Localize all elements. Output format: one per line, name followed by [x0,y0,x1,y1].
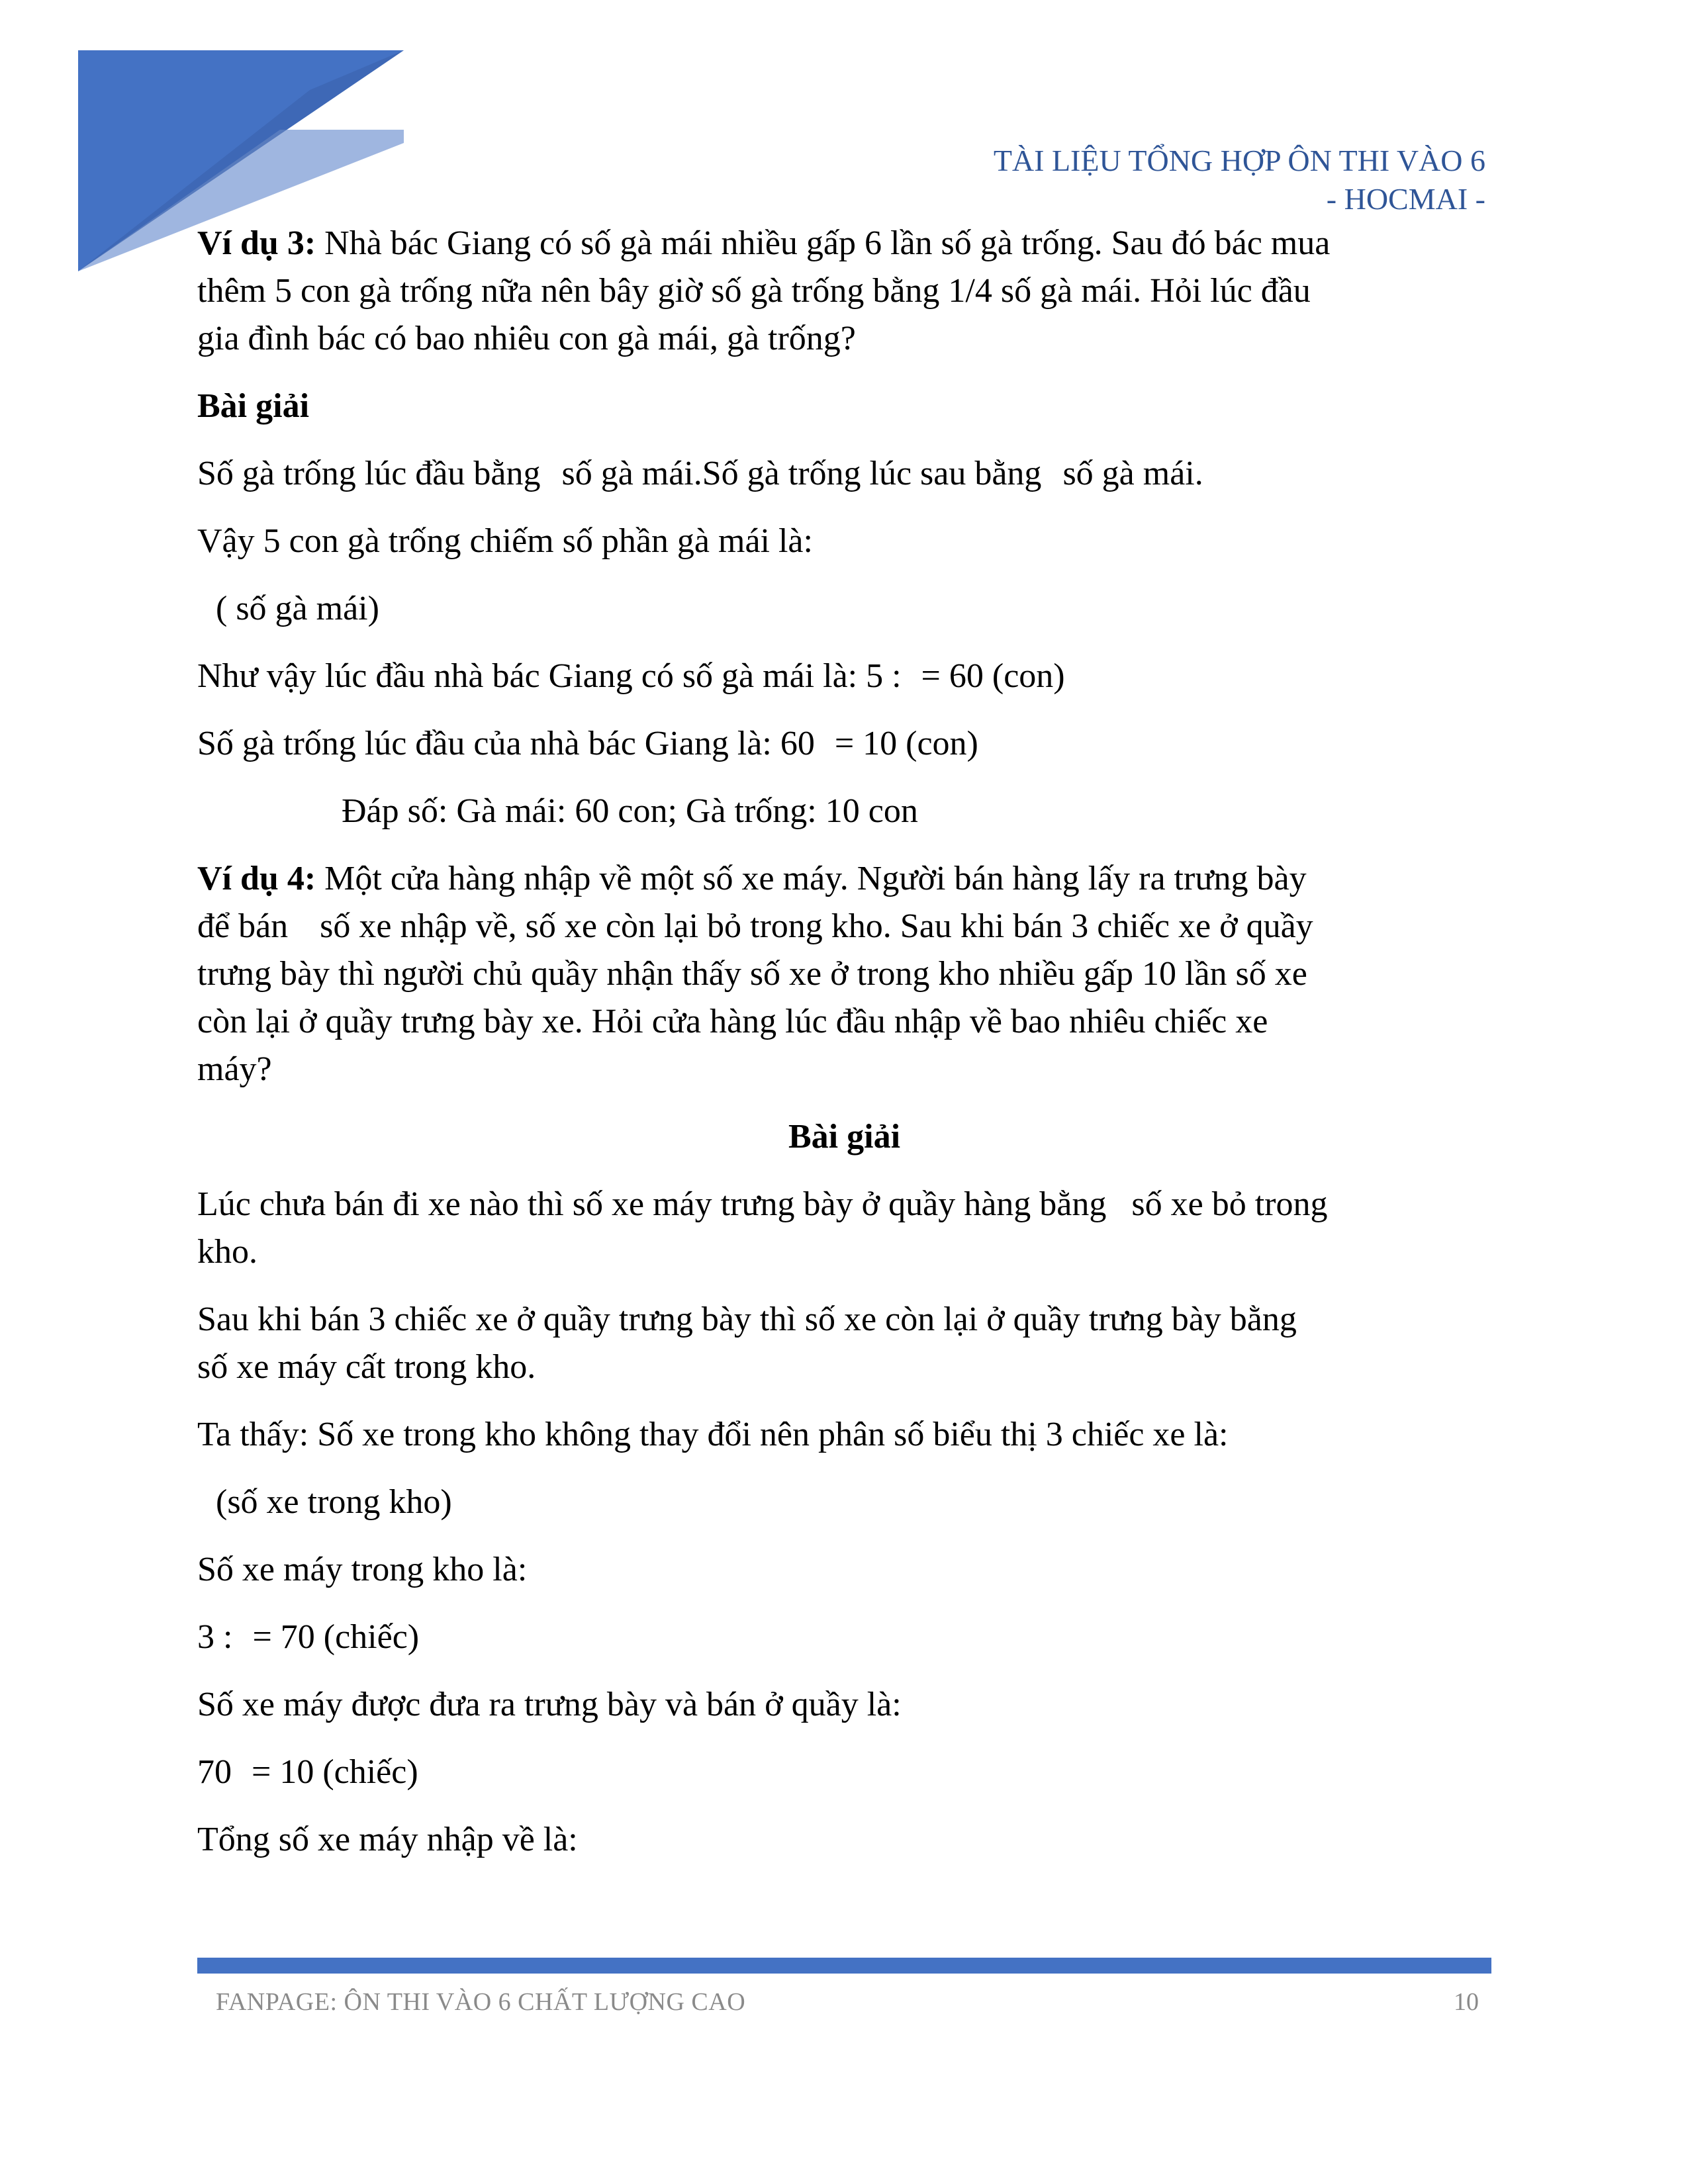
ex3-line-5: Số gà trống lúc đầu của nhà bác Giang là: 60 = 10 (con) [197,725,978,762]
ex3-line-1: Số gà trống lúc đầu bằng số gà mái.Số gà trống lúc sau bằng số gà mái. [197,455,1203,492]
ex4-line-2: Sau khi bán 3 chiếc xe ở quầy trưng bày thì số xe còn lại ở quầy trưng bày bằng số xe máy cất trong kho. [197,1300,1297,1386]
example-3-solution-title: Bài giải [197,387,310,425]
ex4-line-1: Lúc chưa bán đi xe nào thì số xe máy trưng bày ở quầy hàng bằng số xe bỏ trong kho. [197,1185,1328,1271]
ex3-line-3: ( số gà mái) [216,590,379,627]
document-body [197,220,1491,1864]
example-3-problem: Ví dụ 3: Nhà bác Giang có số gà mái nhiều gấp 6 lần số gà trống. Sau đó bác mua thêm 5 con gà trống nữa nên bây giờ số gà trống bằng 1/4 số gà mái. Hỏi lúc đầu gia đình bác có bao nhiêu con gà mái, gà trống? [197,224,1331,357]
ex4-line-4: (số xe trong kho) [216,1483,452,1521]
page-number: 10 [1454,1988,1479,2016]
ex3-answer: Đáp số: Gà mái: 60 con; Gà trống: 10 con [342,792,918,830]
ex3-line-4: Như vậy lúc đầu nhà bác Giang có số gà mái là: 5 : = 60 (con) [197,657,1065,695]
ex4-line-6: 3 : = 70 (chiếc) [197,1618,420,1656]
ex4-line-7: Số xe máy được đưa ra trưng bày và bán ở quầy là: [197,1686,902,1723]
ex4-line-5: Số xe máy trong kho là: [197,1551,528,1588]
document-header [994,142,1485,218]
footer-divider [197,1958,1491,1974]
ex3-line-2: Vậy 5 con gà trống chiếm số phần gà mái là: [197,522,813,560]
example-4-label: Ví dụ 4: [197,860,316,897]
header-title: TÀI LIỆU TỔNG HỢP ÔN THI VÀO 6 [993,144,1485,177]
footer-fanpage: FANPAGE: ÔN THI VÀO 6 CHẤT LƯỢNG CAO [216,1988,746,2016]
ex4-line-8: 70 = 10 (chiếc) [197,1753,418,1791]
ex4-line-3: Ta thấy: Số xe trong kho không thay đổi nên phân số biểu thị 3 chiếc xe là: [197,1416,1229,1453]
header-subtitle: - HOCMAI - [1326,182,1485,216]
example-4-solution-title: Bài giải [788,1118,901,1156]
example-3-label: Ví dụ 3: [197,224,316,262]
ex4-line-9: Tổng số xe máy nhập về là: [197,1821,578,1858]
example-4-problem: Ví dụ 4: Một cửa hàng nhập về một số xe máy. Người bán hàng lấy ra trưng bày để bán số xe nhập về, số xe còn lại bỏ trong kho. Sau khi bán 3 chiếc xe ở quầy trưng bày thì người chủ quầy nhận thấy số xe ở trong kho nhiều gấp 10 lần số xe còn lại ở quầy trưng bày xe. Hỏi cửa hàng lúc đầu nhập về bao nhiêu chiếc xe máy? [197,860,1313,1088]
